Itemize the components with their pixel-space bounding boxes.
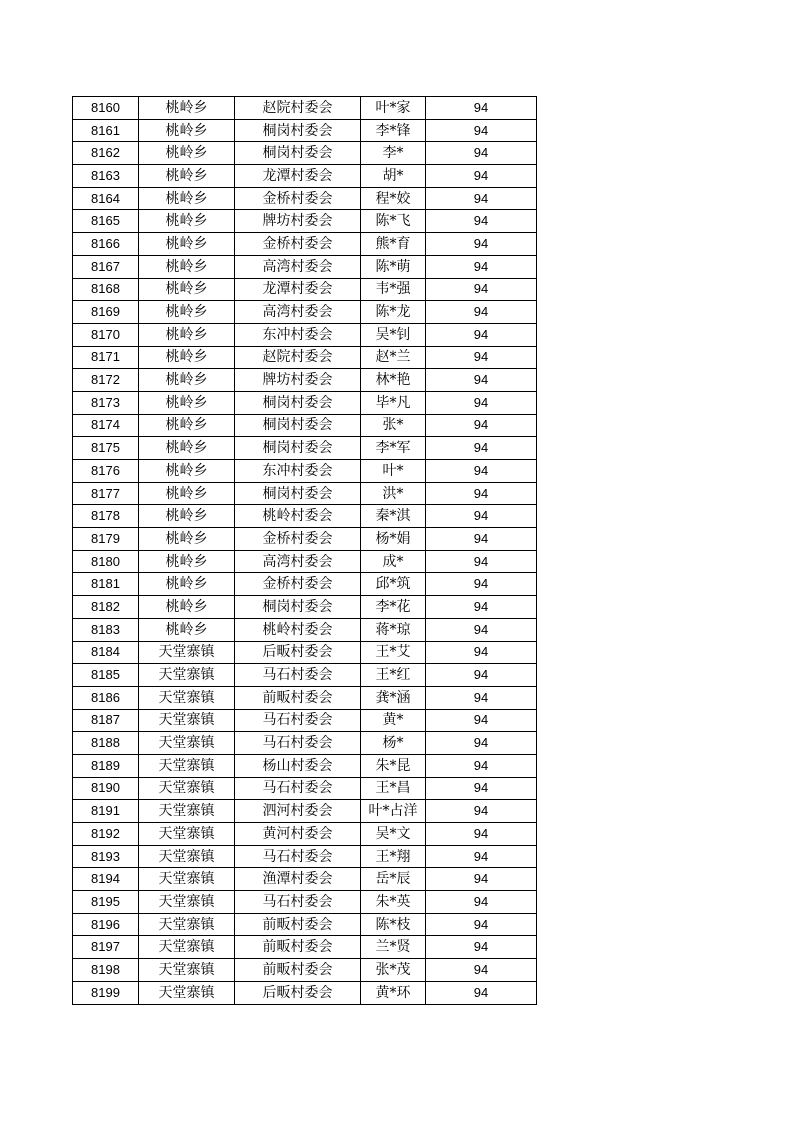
cell-village: 东冲村委会 <box>235 323 361 346</box>
cell-village: 金桥村委会 <box>235 528 361 551</box>
cell-village: 前畈村委会 <box>235 959 361 982</box>
cell-person-name: 陈*枝 <box>361 913 426 936</box>
cell-person-name: 程*姣 <box>361 187 426 210</box>
cell-person-name: 黄*环 <box>361 981 426 1004</box>
table-row <box>73 97 537 120</box>
cell-village: 东冲村委会 <box>235 460 361 483</box>
cell-score: 94 <box>426 777 537 800</box>
cell-number: 8195 <box>73 891 139 914</box>
cell-village: 桐岗村委会 <box>235 437 361 460</box>
cell-number: 8190 <box>73 777 139 800</box>
cell-town: 桃岭乡 <box>139 97 235 120</box>
cell-village: 桃岭村委会 <box>235 618 361 641</box>
table-row <box>73 777 537 800</box>
table-row <box>73 845 537 868</box>
cell-number: 8163 <box>73 165 139 188</box>
cell-person-name: 李*军 <box>361 437 426 460</box>
cell-person-name: 杨* <box>361 732 426 755</box>
cell-village: 马石村委会 <box>235 732 361 755</box>
cell-person-name: 赵*兰 <box>361 346 426 369</box>
cell-number: 8170 <box>73 323 139 346</box>
cell-number: 8197 <box>73 936 139 959</box>
cell-number: 8160 <box>73 97 139 120</box>
cell-number: 8161 <box>73 119 139 142</box>
table-row <box>73 460 537 483</box>
cell-town: 天堂寨镇 <box>139 664 235 687</box>
cell-person-name: 吴*钊 <box>361 323 426 346</box>
cell-town: 桃岭乡 <box>139 369 235 392</box>
cell-score: 94 <box>426 709 537 732</box>
cell-town: 桃岭乡 <box>139 323 235 346</box>
cell-town: 桃岭乡 <box>139 505 235 528</box>
cell-number: 8183 <box>73 618 139 641</box>
table-row <box>73 301 537 324</box>
cell-village: 桐岗村委会 <box>235 119 361 142</box>
cell-village: 金桥村委会 <box>235 233 361 256</box>
cell-person-name: 龚*涵 <box>361 686 426 709</box>
cell-number: 8171 <box>73 346 139 369</box>
cell-town: 天堂寨镇 <box>139 686 235 709</box>
table-row <box>73 800 537 823</box>
cell-town: 桃岭乡 <box>139 482 235 505</box>
cell-town: 天堂寨镇 <box>139 959 235 982</box>
cell-village: 龙潭村委会 <box>235 165 361 188</box>
cell-person-name: 李*锋 <box>361 119 426 142</box>
cell-town: 天堂寨镇 <box>139 868 235 891</box>
cell-score: 94 <box>426 959 537 982</box>
cell-score: 94 <box>426 891 537 914</box>
cell-village: 龙潭村委会 <box>235 278 361 301</box>
cell-score: 94 <box>426 187 537 210</box>
table-row <box>73 596 537 619</box>
cell-person-name: 朱*昆 <box>361 754 426 777</box>
cell-town: 桃岭乡 <box>139 346 235 369</box>
table-row <box>73 754 537 777</box>
table-row <box>73 664 537 687</box>
cell-score: 94 <box>426 936 537 959</box>
cell-town: 桃岭乡 <box>139 142 235 165</box>
cell-town: 桃岭乡 <box>139 119 235 142</box>
cell-person-name: 张*茂 <box>361 959 426 982</box>
table-row <box>73 119 537 142</box>
cell-number: 8174 <box>73 414 139 437</box>
cell-town: 天堂寨镇 <box>139 913 235 936</box>
cell-score: 94 <box>426 686 537 709</box>
cell-village: 后畈村委会 <box>235 981 361 1004</box>
table-row <box>73 482 537 505</box>
cell-score: 94 <box>426 278 537 301</box>
cell-score: 94 <box>426 845 537 868</box>
cell-number: 8187 <box>73 709 139 732</box>
cell-village: 桐岗村委会 <box>235 391 361 414</box>
cell-village: 杨山村委会 <box>235 754 361 777</box>
cell-village: 黄河村委会 <box>235 823 361 846</box>
cell-score: 94 <box>426 210 537 233</box>
cell-person-name: 蒋*琼 <box>361 618 426 641</box>
table-row <box>73 891 537 914</box>
cell-town: 桃岭乡 <box>139 210 235 233</box>
cell-score: 94 <box>426 868 537 891</box>
cell-score: 94 <box>426 142 537 165</box>
cell-town: 桃岭乡 <box>139 165 235 188</box>
cell-town: 桃岭乡 <box>139 233 235 256</box>
table-row <box>73 233 537 256</box>
cell-village: 前畈村委会 <box>235 686 361 709</box>
cell-number: 8182 <box>73 596 139 619</box>
cell-number: 8184 <box>73 641 139 664</box>
cell-village: 后畈村委会 <box>235 641 361 664</box>
cell-village: 金桥村委会 <box>235 573 361 596</box>
cell-town: 天堂寨镇 <box>139 732 235 755</box>
cell-person-name: 叶* <box>361 460 426 483</box>
table-row <box>73 686 537 709</box>
cell-score: 94 <box>426 528 537 551</box>
cell-village: 牌坊村委会 <box>235 369 361 392</box>
cell-town: 天堂寨镇 <box>139 936 235 959</box>
cell-village: 赵院村委会 <box>235 97 361 120</box>
cell-score: 94 <box>426 414 537 437</box>
cell-village: 桐岗村委会 <box>235 414 361 437</box>
table-row <box>73 868 537 891</box>
cell-score: 94 <box>426 732 537 755</box>
cell-person-name: 杨*娟 <box>361 528 426 551</box>
table-row <box>73 187 537 210</box>
cell-score: 94 <box>426 482 537 505</box>
cell-person-name: 毕*凡 <box>361 391 426 414</box>
cell-village: 牌坊村委会 <box>235 210 361 233</box>
table-row <box>73 618 537 641</box>
cell-number: 8181 <box>73 573 139 596</box>
cell-town: 桃岭乡 <box>139 437 235 460</box>
cell-number: 8167 <box>73 255 139 278</box>
cell-number: 8194 <box>73 868 139 891</box>
cell-town: 桃岭乡 <box>139 391 235 414</box>
cell-number: 8165 <box>73 210 139 233</box>
cell-person-name: 陈*萌 <box>361 255 426 278</box>
cell-number: 8164 <box>73 187 139 210</box>
cell-score: 94 <box>426 596 537 619</box>
cell-person-name: 成* <box>361 550 426 573</box>
cell-score: 94 <box>426 981 537 1004</box>
table-row <box>73 437 537 460</box>
cell-town: 桃岭乡 <box>139 187 235 210</box>
cell-number: 8168 <box>73 278 139 301</box>
cell-village: 金桥村委会 <box>235 187 361 210</box>
cell-score: 94 <box>426 573 537 596</box>
cell-score: 94 <box>426 618 537 641</box>
cell-village: 桐岗村委会 <box>235 142 361 165</box>
cell-number: 8177 <box>73 482 139 505</box>
cell-person-name: 秦*淇 <box>361 505 426 528</box>
cell-score: 94 <box>426 323 537 346</box>
cell-village: 马石村委会 <box>235 845 361 868</box>
cell-town: 天堂寨镇 <box>139 641 235 664</box>
cell-number: 8175 <box>73 437 139 460</box>
cell-number: 8189 <box>73 754 139 777</box>
cell-village: 马石村委会 <box>235 777 361 800</box>
table-row <box>73 414 537 437</box>
cell-person-name: 叶*占洋 <box>361 800 426 823</box>
cell-town: 桃岭乡 <box>139 528 235 551</box>
cell-person-name: 陈*龙 <box>361 301 426 324</box>
cell-village: 桐岗村委会 <box>235 596 361 619</box>
cell-number: 8172 <box>73 369 139 392</box>
cell-person-name: 吴*文 <box>361 823 426 846</box>
cell-number: 8162 <box>73 142 139 165</box>
table-row <box>73 255 537 278</box>
cell-village: 渔潭村委会 <box>235 868 361 891</box>
cell-score: 94 <box>426 391 537 414</box>
cell-score: 94 <box>426 460 537 483</box>
cell-number: 8185 <box>73 664 139 687</box>
cell-town: 天堂寨镇 <box>139 709 235 732</box>
cell-score: 94 <box>426 754 537 777</box>
cell-number: 8199 <box>73 981 139 1004</box>
cell-person-name: 黄* <box>361 709 426 732</box>
cell-person-name: 李* <box>361 142 426 165</box>
cell-town: 桃岭乡 <box>139 618 235 641</box>
cell-number: 8186 <box>73 686 139 709</box>
cell-person-name: 王*翔 <box>361 845 426 868</box>
cell-score: 94 <box>426 255 537 278</box>
table-row <box>73 210 537 233</box>
cell-town: 桃岭乡 <box>139 414 235 437</box>
cell-town: 天堂寨镇 <box>139 891 235 914</box>
table-row <box>73 391 537 414</box>
cell-village: 桐岗村委会 <box>235 482 361 505</box>
table-row <box>73 913 537 936</box>
table-row <box>73 823 537 846</box>
table-row <box>73 936 537 959</box>
cell-town: 桃岭乡 <box>139 255 235 278</box>
cell-village: 高湾村委会 <box>235 255 361 278</box>
cell-town: 桃岭乡 <box>139 301 235 324</box>
table-row <box>73 732 537 755</box>
cell-village: 前畈村委会 <box>235 913 361 936</box>
cell-person-name: 邱*筑 <box>361 573 426 596</box>
cell-person-name: 韦*强 <box>361 278 426 301</box>
cell-number: 8188 <box>73 732 139 755</box>
table-row <box>73 641 537 664</box>
cell-number: 8176 <box>73 460 139 483</box>
cell-town: 天堂寨镇 <box>139 823 235 846</box>
cell-town: 天堂寨镇 <box>139 754 235 777</box>
cell-town: 桃岭乡 <box>139 278 235 301</box>
cell-person-name: 叶*家 <box>361 97 426 120</box>
roster-table-body <box>73 97 537 1005</box>
cell-score: 94 <box>426 369 537 392</box>
cell-person-name: 林*艳 <box>361 369 426 392</box>
table-row <box>73 573 537 596</box>
cell-person-name: 洪* <box>361 482 426 505</box>
cell-number: 8180 <box>73 550 139 573</box>
cell-village: 泗河村委会 <box>235 800 361 823</box>
cell-town: 桃岭乡 <box>139 573 235 596</box>
table-row <box>73 709 537 732</box>
cell-town: 天堂寨镇 <box>139 845 235 868</box>
cell-person-name: 兰*贤 <box>361 936 426 959</box>
cell-town: 天堂寨镇 <box>139 777 235 800</box>
roster-table <box>72 96 537 1005</box>
cell-town: 天堂寨镇 <box>139 800 235 823</box>
cell-score: 94 <box>426 913 537 936</box>
cell-number: 8193 <box>73 845 139 868</box>
table-row <box>73 323 537 346</box>
table-row <box>73 981 537 1004</box>
cell-score: 94 <box>426 550 537 573</box>
cell-score: 94 <box>426 641 537 664</box>
cell-number: 8179 <box>73 528 139 551</box>
cell-person-name: 王*艾 <box>361 641 426 664</box>
cell-village: 赵院村委会 <box>235 346 361 369</box>
cell-number: 8198 <box>73 959 139 982</box>
cell-person-name: 朱*英 <box>361 891 426 914</box>
cell-number: 8178 <box>73 505 139 528</box>
cell-person-name: 李*花 <box>361 596 426 619</box>
table-row <box>73 528 537 551</box>
cell-village: 前畈村委会 <box>235 936 361 959</box>
cell-town: 桃岭乡 <box>139 550 235 573</box>
table-row <box>73 346 537 369</box>
cell-number: 8192 <box>73 823 139 846</box>
cell-village: 高湾村委会 <box>235 550 361 573</box>
cell-person-name: 岳*辰 <box>361 868 426 891</box>
table-row <box>73 959 537 982</box>
cell-village: 桃岭村委会 <box>235 505 361 528</box>
cell-score: 94 <box>426 165 537 188</box>
cell-number: 8166 <box>73 233 139 256</box>
cell-number: 8196 <box>73 913 139 936</box>
cell-village: 马石村委会 <box>235 664 361 687</box>
cell-score: 94 <box>426 97 537 120</box>
table-row <box>73 369 537 392</box>
table-row <box>73 505 537 528</box>
cell-person-name: 熊*育 <box>361 233 426 256</box>
cell-score: 94 <box>426 437 537 460</box>
cell-score: 94 <box>426 800 537 823</box>
cell-village: 马石村委会 <box>235 891 361 914</box>
cell-town: 天堂寨镇 <box>139 981 235 1004</box>
cell-person-name: 陈*飞 <box>361 210 426 233</box>
cell-number: 8191 <box>73 800 139 823</box>
cell-number: 8173 <box>73 391 139 414</box>
table-row <box>73 278 537 301</box>
table-row <box>73 142 537 165</box>
cell-number: 8169 <box>73 301 139 324</box>
cell-person-name: 胡* <box>361 165 426 188</box>
cell-town: 桃岭乡 <box>139 596 235 619</box>
cell-person-name: 王*红 <box>361 664 426 687</box>
cell-village: 高湾村委会 <box>235 301 361 324</box>
cell-score: 94 <box>426 119 537 142</box>
cell-score: 94 <box>426 233 537 256</box>
cell-village: 马石村委会 <box>235 709 361 732</box>
cell-score: 94 <box>426 301 537 324</box>
cell-person-name: 张* <box>361 414 426 437</box>
cell-score: 94 <box>426 664 537 687</box>
cell-town: 桃岭乡 <box>139 460 235 483</box>
cell-score: 94 <box>426 823 537 846</box>
table-row <box>73 165 537 188</box>
table-row <box>73 550 537 573</box>
cell-person-name: 王*昌 <box>361 777 426 800</box>
cell-score: 94 <box>426 346 537 369</box>
cell-score: 94 <box>426 505 537 528</box>
